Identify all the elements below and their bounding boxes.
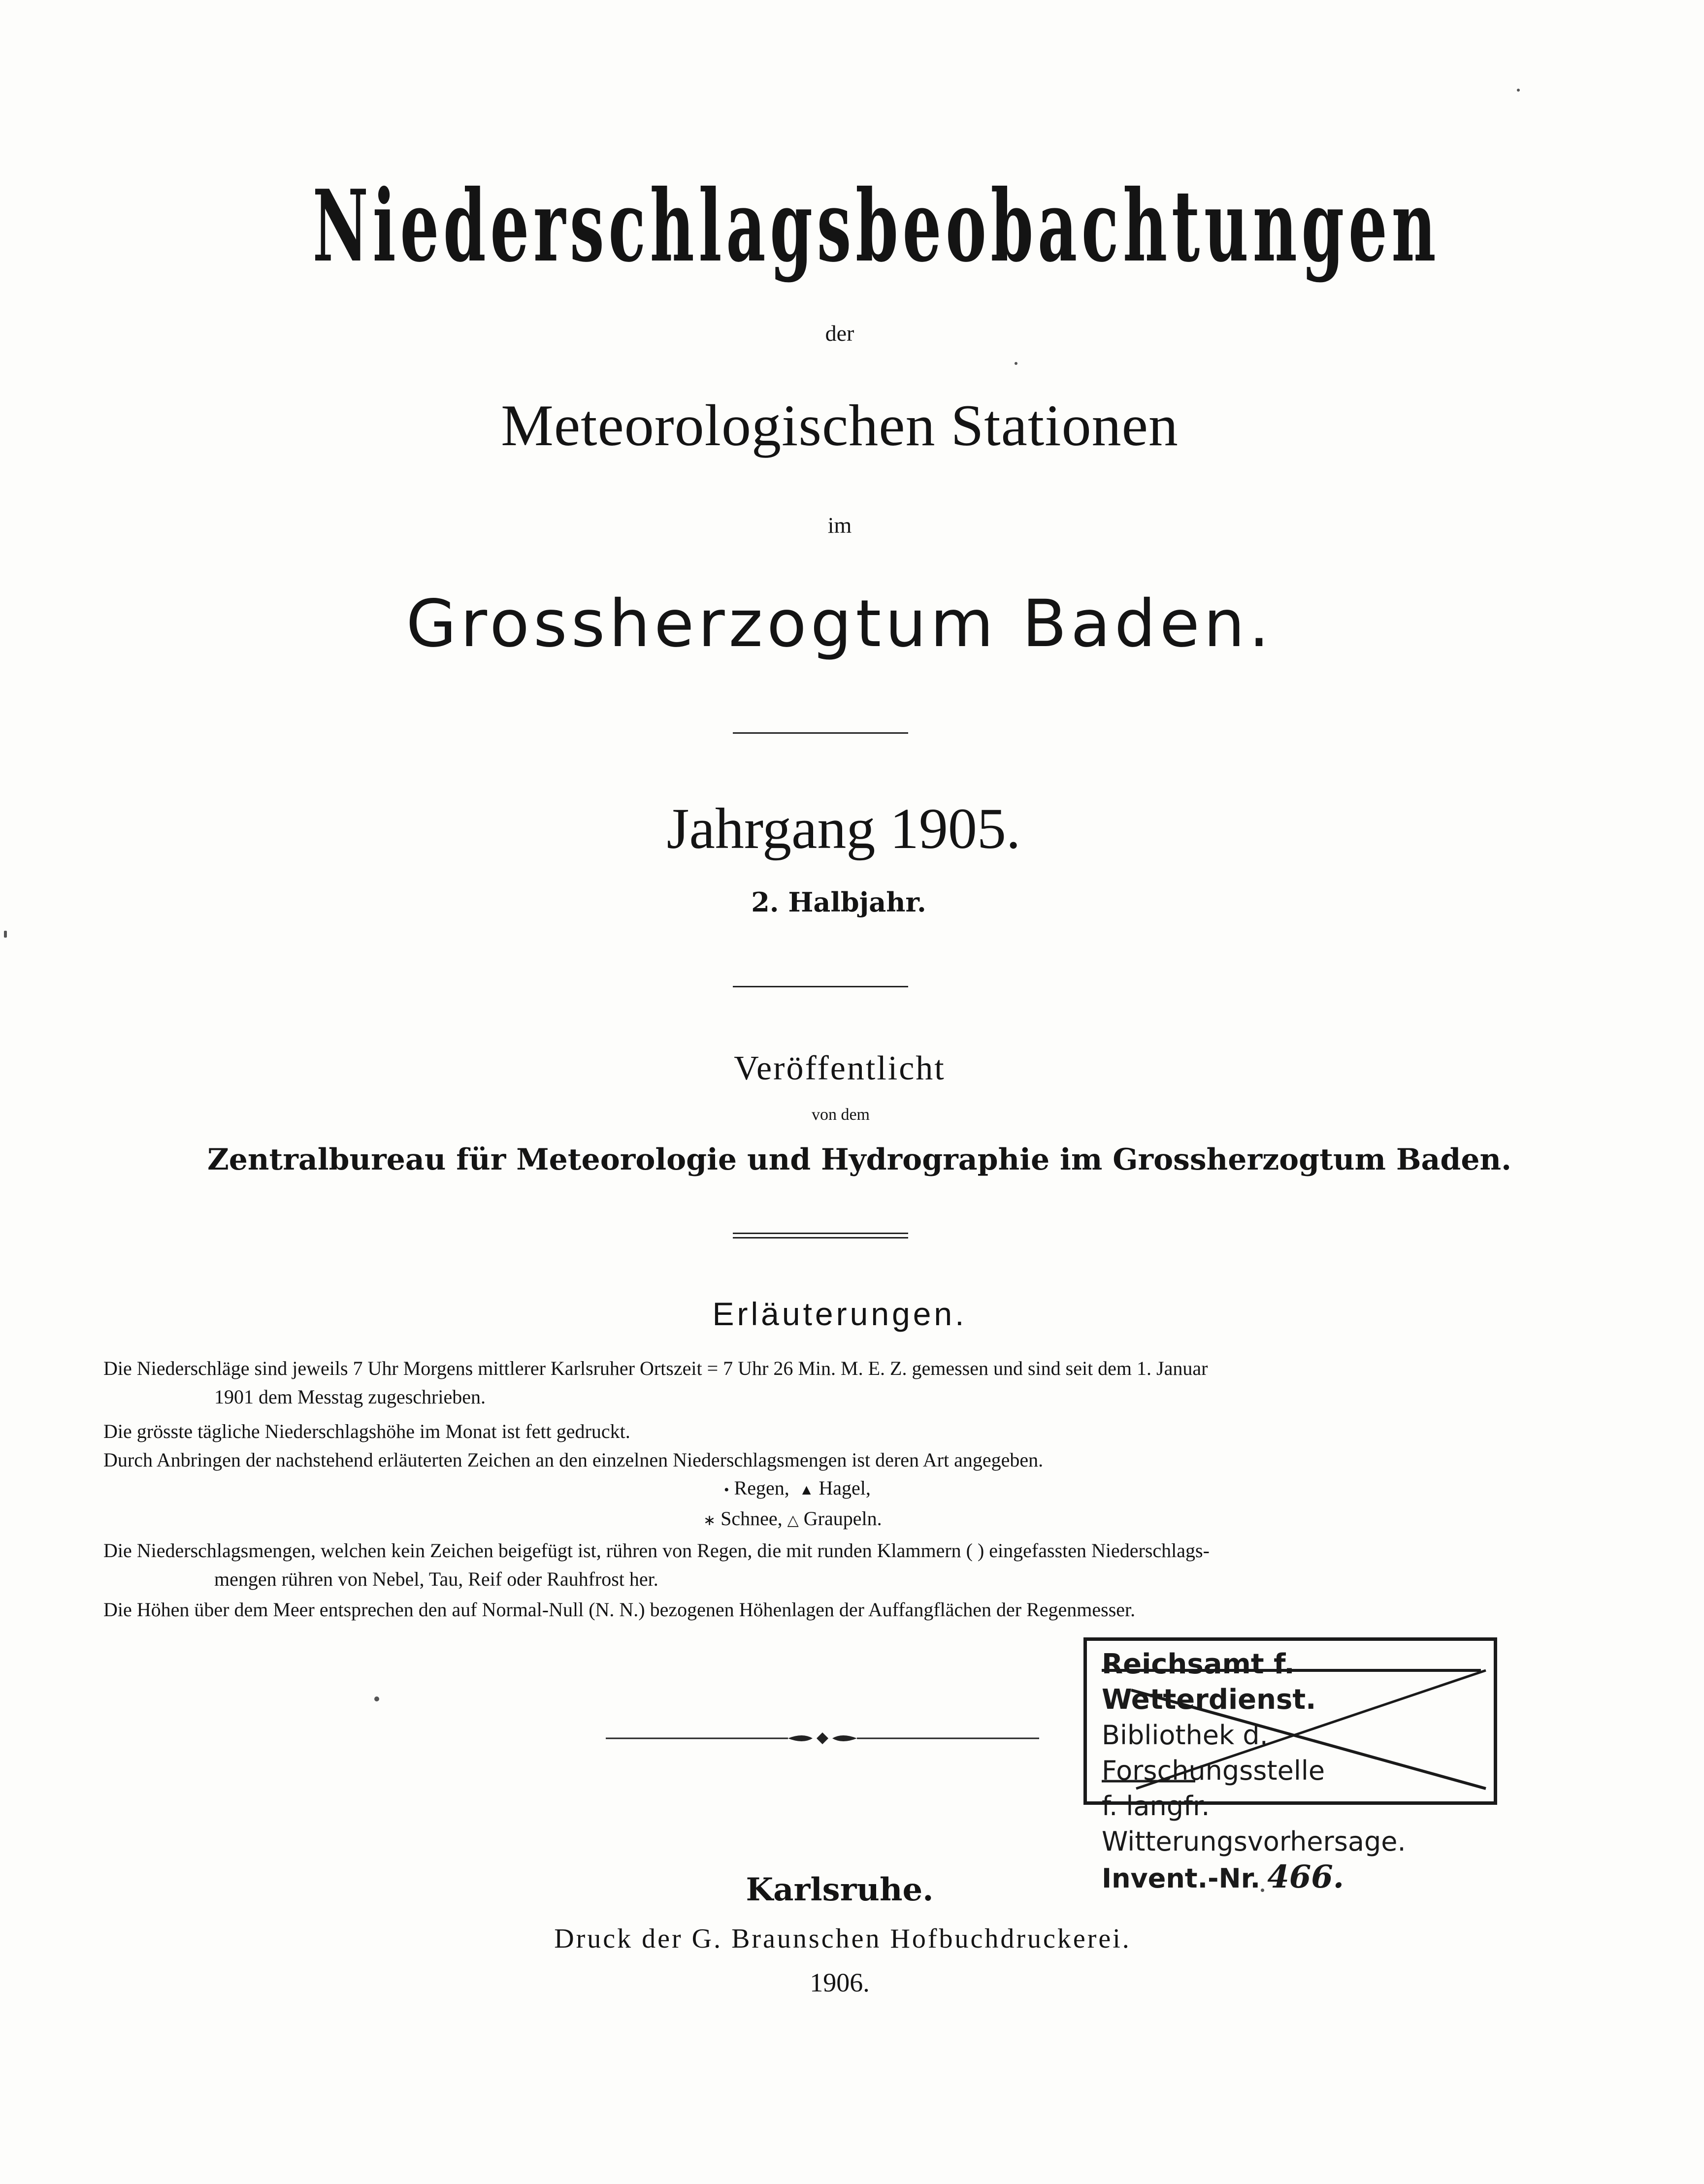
explanations-heading: Erläuterungen. bbox=[712, 1296, 967, 1332]
library-stamp bbox=[1083, 1637, 1497, 1895]
paper-speck bbox=[374, 1696, 379, 1701]
double-divider-rule bbox=[733, 1233, 908, 1239]
hail-label: Hagel, bbox=[819, 1477, 871, 1499]
paper-speck bbox=[1517, 89, 1520, 92]
inventory-number: 466. bbox=[1267, 1858, 1344, 1895]
publisher-name: Zentralbureau für Meteorologie und Hydrographie im Grossherzogtum Baden. bbox=[207, 1142, 1512, 1177]
published-label: Veröffentlicht bbox=[734, 1049, 946, 1087]
paper-speck bbox=[1261, 1889, 1264, 1892]
paper-speck bbox=[1015, 362, 1017, 365]
main-title: Niederschlagsbeobachtungen bbox=[312, 168, 1441, 284]
stations-heading: Meteorologischen Stationen bbox=[501, 392, 1179, 458]
note-text: Durch Anbringen der nachstehend erläuterten Zeichen an den einzelnen Niederschlagsmengen ist deren Art angegeben. bbox=[103, 1449, 1044, 1471]
stamp-line: Bibliothek d. Forschungsstelle bbox=[1102, 1720, 1325, 1786]
note-text: mengen rühren von Nebel, Tau, Reif oder Rauhfrost her. bbox=[214, 1568, 658, 1590]
connector-im: im bbox=[827, 513, 852, 538]
stamp-strike-lines bbox=[1087, 1641, 1501, 1808]
stamp-line: f. langfr. Witterungsvorhersage. bbox=[1102, 1791, 1406, 1857]
note-text: 1901 dem Messtag zugeschrieben. bbox=[214, 1386, 486, 1408]
rain-label: Regen, bbox=[734, 1477, 789, 1499]
note-text: Die Niederschläge sind jeweils 7 Uhr Morgens mittlerer Karlsruher Ortszeit = 7 Uhr 26 Min. M. E. Z. gemessen und sind seit dem 1. Januar bbox=[103, 1357, 1208, 1379]
by-label: von dem bbox=[811, 1106, 870, 1124]
connector-der: der bbox=[825, 321, 854, 346]
explanation-note bbox=[103, 1417, 1541, 1446]
hail-symbol: ▲ bbox=[799, 1482, 814, 1498]
snow-label: Schnee, bbox=[721, 1507, 783, 1530]
divider-rule bbox=[733, 986, 908, 987]
symbol-legend-row bbox=[724, 1476, 871, 1499]
imprint-year: 1906. bbox=[810, 1968, 870, 1997]
half-year: 2. Halbjahr. bbox=[751, 886, 926, 918]
ornament-divider bbox=[606, 1728, 1039, 1748]
note-text: Die Höhen über dem Meer entsprechen den auf Normal-Null (N. N.) bezogenen Höhenlagen der Auffangflächen der Regenmesser. bbox=[103, 1598, 1136, 1621]
note-text: Die Niederschlagsmengen, welchen kein Zeichen beigefügt ist, rühren von Regen, die mit runden Klammern ( ) eingefassten Niederschlags- bbox=[103, 1539, 1210, 1562]
graupel-label: Graupeln. bbox=[803, 1507, 882, 1530]
symbol-legend-row bbox=[703, 1507, 882, 1530]
note-text: Die grösste tägliche Niederschlagshöhe im Monat ist fett gedruckt. bbox=[103, 1420, 630, 1442]
explanation-note bbox=[103, 1354, 1541, 1411]
explanation-note bbox=[103, 1446, 1541, 1474]
region-heading: Grossherzogtum Baden. bbox=[406, 586, 1274, 662]
imprint-city: Karlsruhe. bbox=[746, 1871, 934, 1908]
graupel-symbol: △ bbox=[787, 1512, 799, 1529]
inventory-label: Invent.-Nr. bbox=[1102, 1863, 1261, 1894]
stamp-line: Reichsamt f. Wetterdienst. bbox=[1102, 1648, 1316, 1716]
explanation-note bbox=[103, 1596, 1541, 1624]
divider-rule bbox=[733, 732, 908, 734]
explanation-note bbox=[103, 1536, 1541, 1594]
snow-symbol: ∗ bbox=[703, 1512, 716, 1529]
volume-year: Jahrgang 1905. bbox=[666, 796, 1021, 861]
paper-speck bbox=[4, 931, 7, 938]
imprint-printer: Druck der G. Braunschen Hofbuchdruckerei. bbox=[554, 1923, 1131, 1954]
rain-symbol: • bbox=[724, 1482, 729, 1498]
